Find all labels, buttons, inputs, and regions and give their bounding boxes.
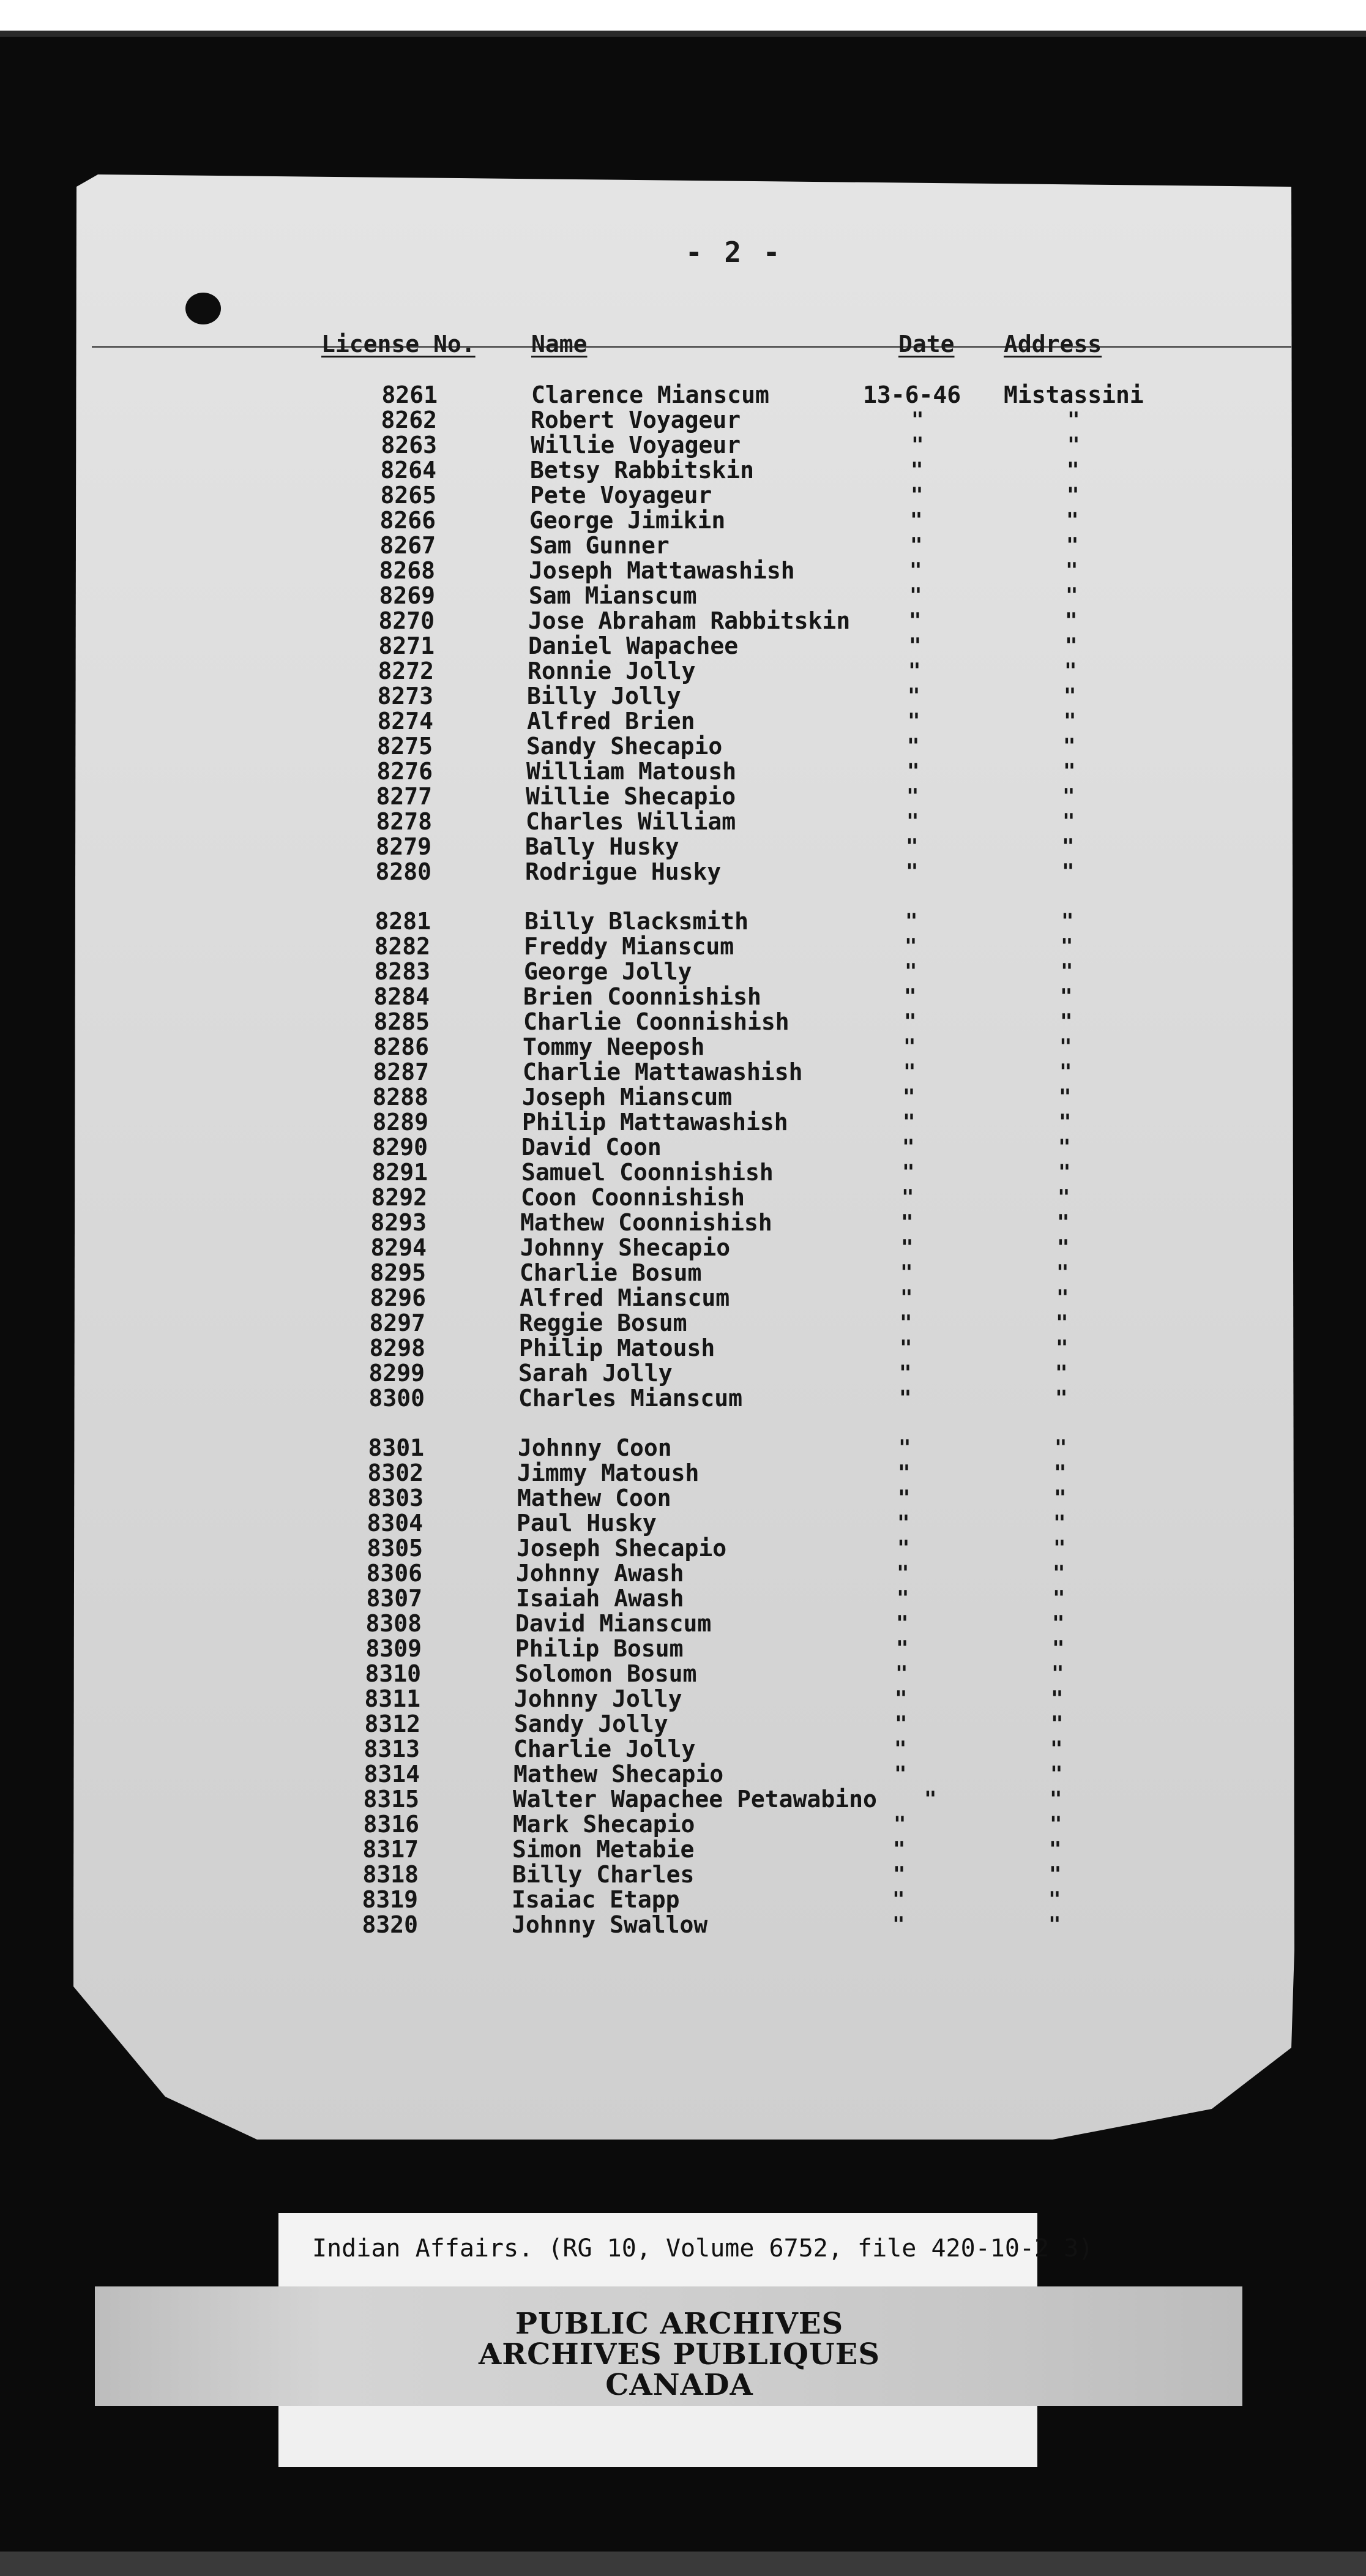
person-name: Bally Husky: [525, 833, 679, 860]
address-ditto-mark: ": [1050, 1762, 1063, 1786]
address-ditto-mark: ": [1055, 1386, 1068, 1410]
license-number: 8293: [370, 1209, 427, 1236]
date-ditto-mark: ": [895, 1687, 908, 1711]
address-ditto-mark: ": [1056, 1286, 1069, 1310]
license-number: 8312: [364, 1710, 420, 1737]
person-name: Samuel Coonnishish: [521, 1159, 774, 1186]
license-number: 8261: [381, 381, 438, 408]
person-name: Johnny Swallow: [512, 1911, 708, 1938]
person-name: Betsy Rabbitskin: [530, 457, 755, 484]
address-ditto-mark: ": [1066, 533, 1079, 558]
person-name: Ronnie Jolly: [528, 657, 696, 684]
address-ditto-mark: ": [1058, 1185, 1070, 1210]
date-ditto-mark: ": [897, 1586, 909, 1611]
film-edge: [0, 31, 1366, 37]
license-number: 8299: [368, 1360, 425, 1387]
person-name: Jimmy Matoush: [517, 1459, 700, 1486]
license-number: 8273: [377, 683, 433, 710]
address-ditto-mark: ": [1056, 1311, 1069, 1335]
address-ditto-mark: ": [1067, 458, 1080, 482]
archive-line-1: PUBLIC ARCHIVES: [515, 2307, 844, 2341]
date-ditto-mark: ": [908, 684, 920, 708]
license-number: 8302: [367, 1459, 424, 1486]
address-ditto-mark: ": [1062, 859, 1075, 884]
address-ditto-mark: ": [1066, 583, 1078, 608]
address-ditto-mark: ": [1052, 1636, 1065, 1661]
address-ditto-mark: ": [1052, 1611, 1065, 1636]
person-name: David Mianscum: [515, 1610, 712, 1637]
date-ditto-mark: ": [900, 1336, 913, 1360]
date-ditto-mark: ": [911, 408, 924, 432]
date-ditto-mark: ": [898, 1486, 911, 1510]
license-number: 8313: [364, 1735, 420, 1762]
person-name: Robert Voyageur: [531, 406, 741, 433]
person-name: Joseph Mianscum: [522, 1084, 733, 1110]
person-name: Pete Voyageur: [530, 482, 712, 509]
date-ditto-mark: ": [906, 834, 919, 859]
date-ditto-mark: ": [894, 1762, 907, 1786]
license-number: 8282: [374, 933, 430, 960]
person-name: Alfred Mianscum: [520, 1284, 730, 1311]
person-name: Charlie Coonnishish: [523, 1008, 789, 1035]
person-name: Sam Gunner: [529, 532, 670, 559]
person-name: Solomon Bosum: [515, 1660, 697, 1687]
address-ditto-mark: ": [1064, 709, 1077, 733]
license-number: 8320: [362, 1911, 418, 1938]
date-ditto-mark: ": [900, 1311, 913, 1335]
date-ditto-mark: ": [898, 1436, 911, 1460]
date-ditto-mark: ": [911, 483, 924, 507]
date-ditto-mark: ": [910, 508, 923, 533]
address-ditto-mark: ": [1065, 634, 1078, 658]
license-number: 8294: [370, 1234, 427, 1261]
address-ditto-mark: ": [1056, 1336, 1069, 1360]
person-name: Isaiac Etapp: [512, 1886, 680, 1913]
header-date: Date: [898, 331, 955, 358]
license-number: 8319: [362, 1886, 418, 1913]
person-name: Coon Coonnishish: [521, 1184, 745, 1211]
license-number: 8272: [378, 657, 434, 684]
license-number: 8266: [379, 507, 436, 534]
person-name: Philip Mattawashish: [522, 1109, 788, 1136]
date-ditto-mark: ": [900, 1286, 913, 1310]
license-number: 8288: [372, 1084, 428, 1110]
date-ditto-mark: ": [894, 1737, 907, 1761]
date-ditto-mark: ": [908, 659, 921, 683]
license-number: 8283: [374, 958, 430, 985]
address-ditto-mark: ": [1061, 959, 1073, 984]
film-bottom-margin: [0, 2552, 1366, 2576]
license-number: 8317: [362, 1836, 419, 1863]
date-ditto-mark: ": [906, 784, 919, 809]
address-ditto-mark: ": [1050, 1812, 1062, 1837]
date-ditto-mark: ": [907, 759, 920, 784]
date-ditto-mark: ": [903, 1085, 916, 1109]
license-number: 8276: [376, 758, 433, 785]
person-name: George Jimikin: [529, 507, 726, 534]
person-name: Isaiah Awash: [516, 1585, 684, 1612]
license-number: 8290: [371, 1134, 428, 1161]
date-ditto-mark: ": [901, 1185, 914, 1210]
person-name: Sarah Jolly: [518, 1360, 673, 1387]
person-name: Philip Matoush: [519, 1335, 715, 1361]
person-name: Johnny Coon: [518, 1434, 672, 1461]
page-number: - 2 -: [685, 236, 783, 269]
person-name: Rodrigue Husky: [525, 858, 722, 885]
address-ditto-mark: ": [1054, 1486, 1067, 1510]
address-ditto-mark: ": [1059, 1085, 1072, 1109]
license-number: 8279: [375, 833, 431, 860]
person-name: Freddy Mianscum: [524, 933, 734, 960]
license-number: 8270: [378, 607, 435, 634]
address-ditto-mark: ": [1061, 934, 1073, 959]
license-number: 8269: [379, 582, 435, 609]
license-number: 8287: [373, 1058, 429, 1085]
license-number: 8303: [367, 1485, 424, 1511]
date-ditto-mark: ": [892, 1912, 905, 1937]
address-ditto-mark: ": [1063, 734, 1076, 758]
license-number: 8318: [362, 1861, 419, 1888]
date-ditto-mark: ": [896, 1636, 909, 1661]
header-license-no: License No.: [321, 331, 476, 358]
license-number: 8304: [367, 1510, 423, 1537]
date-ditto-mark: ": [905, 959, 917, 984]
license-number: 8289: [372, 1109, 428, 1136]
address-ditto-mark: ": [1050, 1737, 1063, 1761]
date-ditto-mark: ": [906, 809, 919, 834]
person-name: Sandy Jolly: [514, 1710, 668, 1737]
person-name: Reggie Bosum: [519, 1309, 687, 1336]
license-number: 8263: [381, 432, 437, 459]
address-ditto-mark: ": [1066, 508, 1079, 533]
date-ditto-mark: ": [899, 1386, 912, 1410]
person-name: Billy Charles: [512, 1861, 695, 1888]
license-number: 8274: [377, 708, 433, 735]
date-ditto-mark: ": [907, 734, 920, 758]
date-ditto-mark: ": [898, 1461, 911, 1485]
date-ditto-mark: ": [911, 458, 924, 482]
license-number: 8292: [371, 1184, 427, 1211]
date-ditto-mark: ": [893, 1862, 906, 1887]
license-number: 8315: [363, 1786, 419, 1813]
date-ditto-mark: ": [903, 1060, 916, 1084]
address-ditto-mark: ": [1057, 1235, 1070, 1260]
address-ditto-mark: ": [1067, 408, 1080, 432]
license-number: 8286: [373, 1033, 429, 1060]
person-name: Billy Jolly: [527, 683, 681, 710]
person-name: Mathew Coon: [517, 1485, 671, 1511]
license-number: 8300: [368, 1385, 425, 1412]
address-ditto-mark: ": [1066, 558, 1078, 583]
license-number: 8307: [366, 1585, 422, 1612]
date-ditto-mark: ": [901, 1210, 914, 1235]
license-number: 8316: [363, 1811, 419, 1838]
date-ditto-mark: ": [906, 859, 919, 884]
license-number: 8310: [365, 1660, 421, 1687]
entry-address: Mistassini: [1004, 381, 1144, 408]
address-ditto-mark: ": [1060, 984, 1073, 1009]
person-name: Sam Mianscum: [529, 582, 697, 609]
date-ditto-mark: ": [903, 1110, 916, 1134]
person-name: Charlie Mattawashish: [523, 1058, 803, 1085]
address-ditto-mark: ": [1065, 608, 1078, 633]
person-name: Sandy Shecapio: [526, 733, 723, 760]
date-ditto-mark: ": [904, 984, 917, 1009]
license-number: 8277: [376, 783, 432, 810]
address-ditto-mark: ": [1060, 1009, 1073, 1034]
address-ditto-mark: ": [1053, 1536, 1066, 1560]
address-ditto-mark: ": [1064, 684, 1077, 708]
license-number: 8278: [376, 808, 432, 835]
date-ditto-mark: ": [901, 1235, 914, 1260]
person-name: Mark Shecapio: [513, 1811, 695, 1838]
date-ditto-mark: ": [902, 1160, 915, 1185]
date-ditto-mark: ": [908, 709, 920, 733]
license-number: 8264: [380, 457, 436, 484]
license-number: 8267: [379, 532, 436, 559]
date-ditto-mark: ": [924, 1787, 937, 1811]
person-name: Charles Mianscum: [518, 1385, 743, 1412]
address-ditto-mark: ": [1059, 1060, 1072, 1084]
license-number: 8306: [366, 1560, 422, 1587]
person-name: Jose Abraham Rabbitskin: [528, 607, 851, 634]
license-number: 8296: [370, 1284, 426, 1311]
license-number: 8301: [368, 1434, 424, 1461]
person-name: Simon Metabie: [512, 1836, 695, 1863]
license-number: 8305: [367, 1535, 423, 1562]
person-name: Johnny Jolly: [514, 1685, 682, 1712]
person-name: Joseph Shecapio: [517, 1535, 727, 1562]
address-ditto-mark: ": [1059, 1035, 1072, 1059]
license-number: 8285: [373, 1008, 430, 1035]
address-ditto-mark: ": [1053, 1511, 1066, 1535]
address-ditto-mark: ": [1051, 1661, 1064, 1686]
date-ditto-mark: ": [900, 1260, 913, 1285]
date-ditto-mark: ": [894, 1812, 906, 1837]
date-ditto-mark: ": [909, 558, 922, 583]
archive-line-3: CANADA: [605, 2368, 753, 2402]
license-number: 8311: [364, 1685, 420, 1712]
date-ditto-mark: ": [897, 1511, 910, 1535]
address-ditto-mark: ": [1057, 1210, 1070, 1235]
person-name: David Coon: [521, 1134, 662, 1161]
date-ditto-mark: ": [893, 1837, 906, 1862]
address-ditto-mark: ": [1058, 1135, 1071, 1159]
person-name: Billy Blacksmith: [524, 908, 749, 935]
date-ditto-mark: ": [899, 1361, 912, 1385]
punch-hole: [185, 293, 221, 324]
person-name: Willie Shecapio: [526, 783, 736, 810]
license-number: 8309: [365, 1635, 422, 1662]
date-ditto-mark: ": [897, 1536, 910, 1560]
person-name: Brien Coonnishish: [523, 983, 761, 1010]
license-number: 8265: [380, 482, 436, 509]
license-number: 8281: [375, 908, 431, 935]
person-name: Mathew Shecapio: [513, 1761, 724, 1788]
address-ditto-mark: ": [1054, 1461, 1067, 1485]
date-ditto-mark: ": [909, 634, 922, 658]
person-name: Philip Bosum: [515, 1635, 684, 1662]
address-ditto-mark: ": [1049, 1862, 1062, 1887]
person-name: Clarence Mianscum: [531, 381, 769, 408]
person-name: Johnny Shecapio: [520, 1234, 731, 1261]
person-name: Charles William: [526, 808, 736, 835]
person-name: Paul Husky: [517, 1510, 657, 1537]
person-name: William Matoush: [526, 758, 737, 785]
address-ditto-mark: ": [1050, 1787, 1062, 1811]
address-ditto-mark: ": [1056, 1260, 1069, 1285]
date-ditto-mark: ": [897, 1561, 909, 1586]
address-ditto-mark: ": [1062, 784, 1075, 809]
address-ditto-mark: ": [1067, 433, 1080, 457]
archive-bottom-strip: [278, 2406, 1037, 2467]
license-number: 8291: [371, 1159, 428, 1186]
date-ditto-mark: ": [905, 934, 917, 959]
person-name: Daniel Wapachee: [528, 632, 739, 659]
date-ditto-mark: ": [904, 1009, 917, 1034]
entry-date: 13-6-46: [863, 381, 961, 408]
license-number: 8275: [376, 733, 433, 760]
header-name: Name: [531, 331, 588, 358]
license-number: 8271: [378, 632, 435, 659]
address-ditto-mark: ": [1053, 1561, 1066, 1586]
date-ditto-mark: ": [911, 433, 924, 457]
date-ditto-mark: ": [892, 1887, 905, 1912]
address-ditto-mark: ": [1054, 1436, 1067, 1460]
header-address: Address: [1004, 331, 1102, 358]
date-ditto-mark: ": [895, 1712, 908, 1736]
person-name: Charlie Jolly: [513, 1735, 696, 1762]
license-number: 8284: [373, 983, 430, 1010]
date-ditto-mark: ": [895, 1661, 908, 1686]
date-ditto-mark: ": [905, 909, 918, 934]
address-ditto-mark: ": [1067, 483, 1080, 507]
date-ditto-mark: ": [902, 1135, 915, 1159]
date-ditto-mark: ": [903, 1035, 916, 1059]
license-number: 8268: [379, 557, 435, 584]
license-number: 8262: [381, 406, 437, 433]
address-ditto-mark: ": [1051, 1687, 1064, 1711]
address-ditto-mark: ": [1061, 909, 1074, 934]
address-ditto-mark: ": [1048, 1912, 1061, 1937]
address-ditto-mark: ": [1048, 1887, 1061, 1912]
person-name: Mathew Coonnishish: [520, 1209, 772, 1236]
address-ditto-mark: ": [1055, 1361, 1068, 1385]
address-ditto-mark: ": [1051, 1712, 1064, 1736]
address-ditto-mark: ": [1059, 1110, 1072, 1134]
license-number: 8308: [365, 1610, 422, 1637]
date-ditto-mark: ": [909, 583, 922, 608]
address-ditto-mark: ": [1058, 1160, 1071, 1185]
address-ditto-mark: ": [1063, 759, 1076, 784]
license-number: 8298: [369, 1335, 425, 1361]
license-number: 8295: [370, 1259, 426, 1286]
person-name: Alfred Brien: [527, 708, 695, 735]
address-ditto-mark: ": [1049, 1837, 1062, 1862]
address-ditto-mark: ": [1062, 834, 1075, 859]
person-name: Johnny Awash: [516, 1560, 684, 1587]
date-ditto-mark: ": [910, 533, 923, 558]
person-name: George Jolly: [524, 958, 692, 985]
license-number: 8297: [369, 1309, 425, 1336]
archive-line-2: ARCHIVES PUBLIQUES: [479, 2337, 880, 2372]
person-name: Willie Voyageur: [531, 432, 741, 459]
archive-reference: Indian Affairs. (RG 10, Volume 6752, file 420-10-2 3): [312, 2234, 1094, 2263]
date-ditto-mark: ": [909, 608, 922, 633]
address-ditto-mark: ": [1064, 659, 1077, 683]
header-rule: [92, 346, 1291, 348]
address-ditto-mark: ": [1062, 809, 1075, 834]
person-name: Tommy Neeposh: [523, 1033, 705, 1060]
film-top-margin: [0, 0, 1366, 31]
date-ditto-mark: ": [896, 1611, 909, 1636]
license-number: 8314: [364, 1761, 420, 1788]
person-name: Joseph Mattawashish: [529, 557, 795, 584]
address-ditto-mark: ": [1053, 1586, 1066, 1611]
person-name: Walter Wapachee Petawabino: [513, 1786, 877, 1813]
license-number: 8280: [375, 858, 431, 885]
person-name: Charlie Bosum: [520, 1259, 702, 1286]
